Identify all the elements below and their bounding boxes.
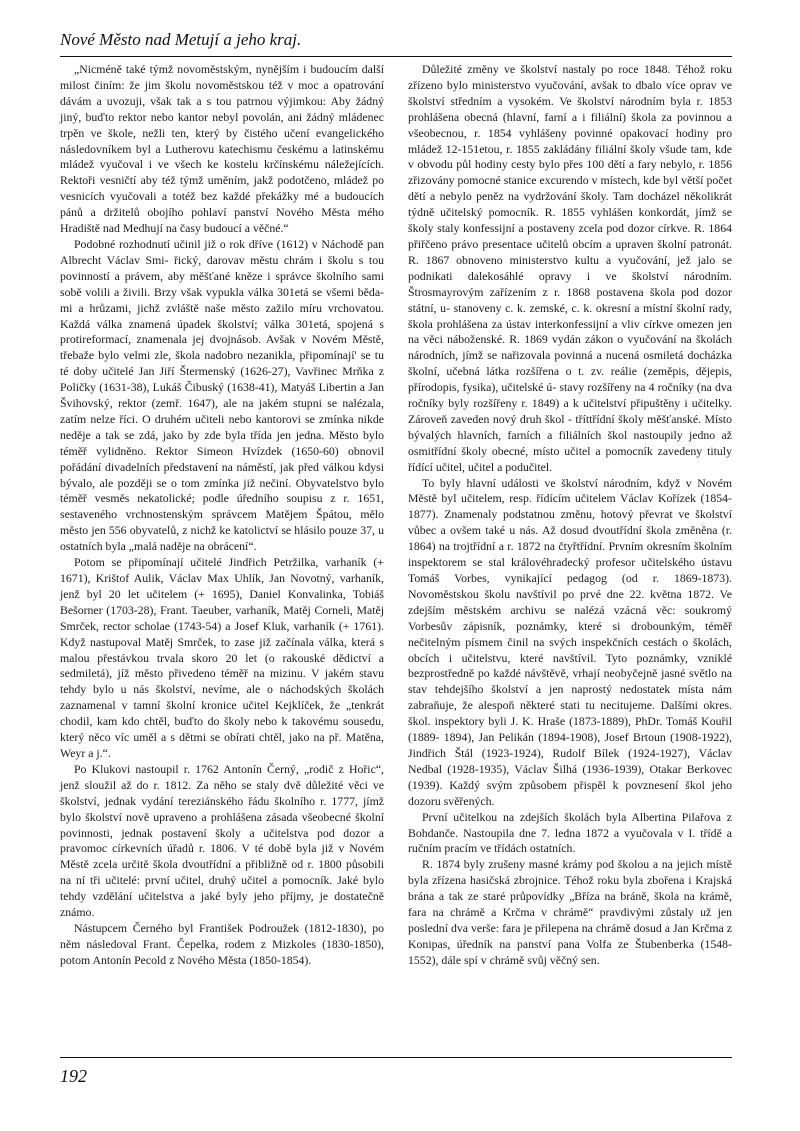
paragraph: „Nicméně také týmž novoměstským, nynějším i budoucím další milost činím: že jim školu novoměstskou též v moc a opatrování dávám a uvozuji, však tak a s tou patrnou výjimkou: Aby žádný jiný, buďto rektor nebo kantor nebyl povolán, ani žádný mládenec trpěn ve škole, nežli ten, který by čistého učení evangelického následovníkem byl a Lutherovu katechismu českému a latinskému mládež vyučoval i ve všech ke kostelu krčínskému náležejících. Rektoři vesničtí aby též týmž uměním, jakž podotčeno, mládež po vesnicích vyučovali a totéž bez každé překážky mé a budoucích pánů a držitelů obojího pohlaví panství Nového Města mého Hradiště nad Medhují na časy budoucí a věčné.“ [60, 62, 384, 236]
paragraph: R. 1874 byly zrušeny masné krámy pod školou a na jejich místě byla zřízena hasičská zbrojnice. Téhož roku byla zbořena i Krajská brána a tak ze staré průpovídky „Bříza na bráně, škola na krámě, fara na chrámě a Krčma v chrámě“ pravdivými zůstaly už jen poslední dva verše: fara je přilepena na chrámě dosud a Jan Krčma z Konipas, úředník na panství pana Volfa ze Štubenberka (1548-1552), dále spí v chrámě svůj věčný sen. [408, 857, 732, 967]
header-rule [60, 56, 732, 57]
paragraph: Potom se připomínají učitelé Jindřich Petržilka, varhaník (+ 1671), Krištof Aulik, Václav Max Uhlík, Jan Novotný, varhaník, jenž byl 20 let učitelem (+ 1695), Daniel Konvalinka, Tobiáš Bešorner (1703-28), Frant. Taeuber, varhaník, Matěj Corneli, Matěj Smrček, rector scholae (1743-54) a Josef Kluk, varhaník (+ 1761). Když nastupoval Matěj Smrček, to zase již začínala válka, která s malou přestávkou trvala skoro 20 let (o rakouské dědictví a sedmiletá), jíž město přivedeno téměř na mizinu. V jakém stavu tehdy bylo u nás školství, nevíme, ale o náchodských školách zaznamenal v tamní školní kronice učitel Kejklíček, že „tenkrát chodil, kam kdo chtěl, buďto do školy nebo k takovému sousedu, který něco víc uměl a s dětmi se obírati chtěl, jako na př. Matěna, Weyr a j.“. [60, 555, 384, 760]
paragraph: První učitelkou na zdejších školách byla Albertina Pilařova z Bohdanče. Nastoupila dne 7. ledna 1872 a vyučovala v I. třídě a ručním pracím ve třídách ostatních. [408, 809, 732, 856]
page-number: 192 [60, 1066, 87, 1086]
paragraph: Nástupcem Černého byl František Podroužek (1812-1830), po něm následoval Frant. Čepelka, rodem z Mizkoles (1830-1850), potom Antonín Pecold z Nového Města (1850-1854). [60, 920, 384, 967]
paragraph: Po Klukovi nastoupil r. 1762 Antonín Černý, „rodič z Hořic“, jenž sloužil až do r. 1812. Za něho se staly dvě důležité věci ve školství, jednak vydání tereziánského řádu školního r. 1777, jímž bylo školství nově upraveno a prohlášena zásada všeobecné školní povinnosti, jednak postavení školy a učitelstva pod dozor a pravomoc církevních úřadů r. 1806. V té době byla již v Novém Městě zcela určitě škola dvoutřídní a přibližně od r. 1800 působili na ní tři učitelé: první učitel, druhý učitel a pomocník. Jaké bylo tehdy vzdělání učitelstva a jaké byly jeho příjmy, je dostatečně známo. [60, 761, 384, 920]
paragraph: Podobné rozhodnutí učinil již o rok dříve (1612) v Náchodě pan Albrecht Václav Smi- řický, darovav městu chrám i školu s tou povinností a právem, aby měšťané kněze i správce školního sami sobě volili a živili. Brzy však vypukla válka 301etá se všemi běda- mi a hrůzami, jichž zvláště naše město zažilo míru vrchovatou. Každá válka znamená úpadek školství; válka 301etá, spojená s protireformací, znamenala jej dvojnásob. Avšak v Novém Městě, třebaže bylo velmi zle, škola nadobro nezanikla, připomínají' se tu té doby učitelé Jan Jiří Štermenský (1626-27), Vavřinec Mrňka z Poličky (1631-38), Lukáš Čibuský (1638-41), Matyáš Libertin a Jan Švihovský, rektor (zemř. 1647), ale na jakém stupni se nalézala, zatím nelze říci. O druhém učiteli nebo kantorovi se zmínka nikde neděje a tak se zdá, jako by zde byla třída jen jedna. Město bylo téměř vylidněno. Rektor Simeon Hvízdek (1650-60) obnovil pořádání divadelních představení na náměstí, jak před válkou kdysi bývalo, ale později se o tom zmínka již nečiní. Obyvatelstvo bylo téměř vesměs nekatolické; podle úředního soupisu z r. 1651, sestaveného vrchnostenským správcem Matějem Špátou, mělo město jen 556 obyvatelů, z nichž ke katolictví se hlásilo pouze 37, u ostatních byla „malá naděje na obrácení“. [60, 236, 384, 554]
paragraph: Důležité změny ve školství nastaly po roce 1848. Téhož roku zřízeno bylo ministerstvo vyučování, avšak to dbalo více oprav ve školství středním a vysokém. Ve školství národním byla r. 1853 prohlášena obecná (hlavní, farní a i filiální) škola za povinnou a všeobecnou, r. 1854 vyhlášeny povinné opakovací hodiny pro mládež 12-151etou, r. 1855 zakládány filiální školy všude tam, kde v obvodu půl hodiny cesty bylo přes 100 dětí a fary nebylo, r. 1856 zřizovány pomocné stanice excurendo v místech, kde byl větší počet dětí a nebylo peněz na vydržování školy. Tam docházel několikrát týdně učitelský pomocník. R. 1855 vyhlášen konkordát, jímž se školy staly konfessijní a postaveny zcela pod dozor církve. R. 1864 přiřčeno právo presentace učitelů obcím a upraven školní patronát. R. 1867 obnoveno ministerstvo kultu a vyučování, jež jalo se podnikati dalekosáhlé opravy i ve školství národním. Štrosmayrovým zařízením z r. 1868 postavena škola pod dozor státní, u- stanoveny c. k. zemské, c. k. okresní a místní školní rady, škola prohlášena za ústav interkonfessijní a vliv církve omezen jen na věci náboženské. R. 1869 vydán zákon o vyučování na školách národních, jímž se nařizovala povinná a nucená osmiletá docházka školní, učebná látka rozšířena o t. zv. reálie (zeměpis, dějepis, přírodopis, fysika), učitelské ú- stavy rozšířeny na 4 ročníky (na dva ročníky byly rozšířeny r. 1849) a k učitelství připuštěny i učitelky. Zároveň zaveden nový druh škol - tříttřídní školy měšťanské. Místo bývalých hlavních, farních a filiálních škol nastoupily jedno až osmitřídní školy obecné, místo učitel a pomocník zavedeny tituly řídící učitel, učitel a podučitel. [408, 62, 732, 474]
footer-rule [60, 1057, 732, 1058]
right-column [408, 62, 732, 969]
running-header: Nové Město nad Metují a jeho kraj. [60, 30, 302, 49]
paragraph: To byly hlavní události ve školství národním, když v Novém Městě byl učitelem, resp. řídícím učitelem Václav Kořízek (1854-1877). Znamenaly podstatnou změnu, hotový převrat ve školství vůbec a ovšem také u nás. Až dosud dvoutřídní škola změněna (r. 1864) na trojtřídní a r. 1872 na čtyřtřídní. Prvním okresním školním inspektorem se stal královéhradecký profesor učitelského ústavu Tomáš Vorbes, vynikající pedagog (od r. 1869-1873). Novoměstskou školu navštívil po prvé dne 22. května 1872. Ve zdejším městském archivu se nalézá vzácná věc: soukromý Vorbesův zápisník, poznámky, které si drobounkým, téměř nečitelným písmem činil na svých inspekčních cestách o školách, obcích i učitelstvu, které navštívil. Tyto poznámky, vzniklé bezprostředně po každé návštěvě, vrhají neobyčejně jasné světlo na stav tehdejšího školství a jen naprostý nedostatek místa nám zabraňuje, že alespoň některé stati tu necitujeme. Dalšími okres. škol. inspektory byli J. K. Hraše (1873-1889), PhDr. Tomáš Kouřil (1889- 1894), Jan Pelikán (1894-1908), Josef Brtoun (1908-1922), Jindřich Štál (1923-1924), Rudolf Bílek (1924-1927), Václav Nedbal (1928-1935), Václav Šilhá (1936-1939), Otakar Berkovec (1939). Každý svým způsobem přispěl k povznesení škol jeho dozoru svěřených. [408, 475, 732, 808]
left-column [60, 62, 384, 969]
